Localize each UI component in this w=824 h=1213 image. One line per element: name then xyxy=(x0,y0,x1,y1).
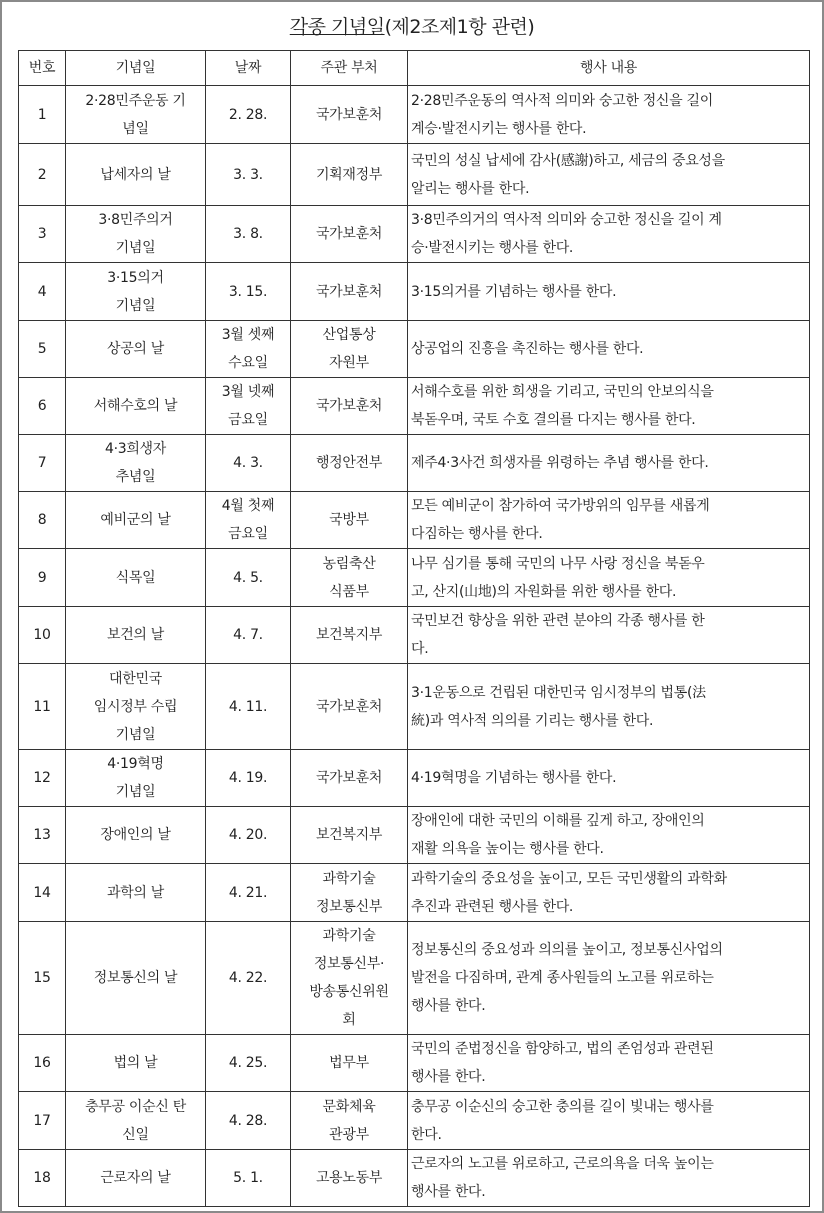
row-number: 8 xyxy=(19,492,66,549)
row-number: 18 xyxy=(19,1150,66,1207)
row-number: 2 xyxy=(19,144,66,206)
table-row xyxy=(19,664,810,750)
row-number: 6 xyxy=(19,378,66,435)
department: 국가보훈처 xyxy=(291,206,408,263)
row-number: 9 xyxy=(19,549,66,607)
event-date: 4. 21. xyxy=(206,864,291,922)
event-date: 2. 28. xyxy=(206,86,291,144)
commemoration-day-name: 식목일 xyxy=(66,549,206,607)
event-date: 3. 15. xyxy=(206,263,291,321)
commemoration-day-name: 3·8민주의거 기념일 xyxy=(66,206,206,263)
commemoration-day-name: 상공의 날 xyxy=(66,321,206,378)
table-row xyxy=(19,922,810,1035)
event-date: 3월 넷째 금요일 xyxy=(206,378,291,435)
commemoration-day-name: 예비군의 날 xyxy=(66,492,206,549)
event-date: 4월 첫째 금요일 xyxy=(206,492,291,549)
department: 국가보훈처 xyxy=(291,664,408,750)
event-content: 국민보건 향상을 위한 관련 분야의 각종 행사를 한 다. xyxy=(408,607,810,664)
table-row xyxy=(19,206,810,263)
event-date: 4. 28. xyxy=(206,1092,291,1150)
department: 과학기술 정보통신부· 방송통신위원 회 xyxy=(291,922,408,1035)
event-content: 제주4·3사건 희생자를 위령하는 추념 행사를 한다. xyxy=(408,435,810,492)
event-date: 4. 5. xyxy=(206,549,291,607)
event-date: 3. 8. xyxy=(206,206,291,263)
commemoration-day-name: 4·3희생자 추념일 xyxy=(66,435,206,492)
event-date: 4. 7. xyxy=(206,607,291,664)
department: 과학기술 정보통신부 xyxy=(291,864,408,922)
table-header-row xyxy=(19,51,810,86)
event-content: 서해수호를 위한 희생을 기리고, 국민의 안보의식을 북돋우며, 국토 수호 결의를 다지는 행사를 한다. xyxy=(408,378,810,435)
table-row xyxy=(19,435,810,492)
event-content: 국민의 성실 납세에 감사(感謝)하고, 세금의 중요성을 알리는 행사를 한다. xyxy=(408,144,810,206)
event-content: 3·1운동으로 건립된 대한민국 임시정부의 법통(法 統)과 역사적 의의를 기리는 행사를 한다. xyxy=(408,664,810,750)
table-body xyxy=(19,86,810,1207)
event-content: 모든 예비군이 참가하여 국가방위의 임무를 새롭게 다짐하는 행사를 한다. xyxy=(408,492,810,549)
table-row xyxy=(19,750,810,807)
department: 행정안전부 xyxy=(291,435,408,492)
table-row xyxy=(19,1092,810,1150)
table-row xyxy=(19,607,810,664)
commemoration-day-name: 3·15의거 기념일 xyxy=(66,263,206,321)
row-number: 17 xyxy=(19,1092,66,1150)
row-number: 7 xyxy=(19,435,66,492)
event-content: 상공업의 진흥을 촉진하는 행사를 한다. xyxy=(408,321,810,378)
header-date: 날짜 xyxy=(206,51,291,86)
event-date: 3. 3. xyxy=(206,144,291,206)
row-number: 11 xyxy=(19,664,66,750)
row-number: 1 xyxy=(19,86,66,144)
event-date: 4. 11. xyxy=(206,664,291,750)
event-date: 4. 3. xyxy=(206,435,291,492)
department: 기획재정부 xyxy=(291,144,408,206)
commemoration-day-name: 법의 날 xyxy=(66,1035,206,1092)
commemoration-day-name: 과학의 날 xyxy=(66,864,206,922)
header-department: 주관 부처 xyxy=(291,51,408,86)
event-date: 5. 1. xyxy=(206,1150,291,1207)
department: 고용노동부 xyxy=(291,1150,408,1207)
department: 국방부 xyxy=(291,492,408,549)
table-row xyxy=(19,807,810,864)
commemoration-day-name: 충무공 이순신 탄 신일 xyxy=(66,1092,206,1150)
table-row xyxy=(19,549,810,607)
event-content: 2·28민주운동의 역사적 의미와 숭고한 정신을 길이 계승·발전시키는 행사를 한다. xyxy=(408,86,810,144)
department: 보건복지부 xyxy=(291,807,408,864)
department: 국가보훈처 xyxy=(291,750,408,807)
event-content: 과학기술의 중요성을 높이고, 모든 국민생활의 과학화 추진과 관련된 행사를 한다. xyxy=(408,864,810,922)
row-number: 13 xyxy=(19,807,66,864)
row-number: 4 xyxy=(19,263,66,321)
event-date: 4. 25. xyxy=(206,1035,291,1092)
event-content: 4·19혁명을 기념하는 행사를 한다. xyxy=(408,750,810,807)
header-commemoration-day: 기념일 xyxy=(66,51,206,86)
row-number: 12 xyxy=(19,750,66,807)
department: 농림축산 식품부 xyxy=(291,549,408,607)
header-event-content: 행사 내용 xyxy=(408,51,810,86)
event-content: 장애인에 대한 국민의 이해를 깊게 하고, 장애인의 재활 의욕을 높이는 행사를 한다. xyxy=(408,807,810,864)
table-row xyxy=(19,144,810,206)
event-content: 국민의 준법정신을 함양하고, 법의 존엄성과 관련된 행사를 한다. xyxy=(408,1035,810,1092)
row-number: 14 xyxy=(19,864,66,922)
event-content: 정보통신의 중요성과 의의를 높이고, 정보통신사업의 발전을 다짐하며, 관계 종사원들의 노고를 위로하는 행사를 한다. xyxy=(408,922,810,1035)
department: 문화체육 관광부 xyxy=(291,1092,408,1150)
table-row xyxy=(19,1035,810,1092)
table-row xyxy=(19,86,810,144)
row-number: 5 xyxy=(19,321,66,378)
department: 산업통상 자원부 xyxy=(291,321,408,378)
commemoration-day-name: 보건의 날 xyxy=(66,607,206,664)
commemoration-day-name: 4·19혁명 기념일 xyxy=(66,750,206,807)
department: 국가보훈처 xyxy=(291,263,408,321)
event-content: 근로자의 노고를 위로하고, 근로의욕을 더욱 높이는 행사를 한다. xyxy=(408,1150,810,1207)
commemoration-days-table xyxy=(18,50,810,1207)
event-date: 3월 셋째 수요일 xyxy=(206,321,291,378)
commemoration-day-name: 납세자의 날 xyxy=(66,144,206,206)
table-row xyxy=(19,492,810,549)
commemoration-day-name: 2·28민주운동 기 념일 xyxy=(66,86,206,144)
commemoration-day-name: 서해수호의 날 xyxy=(66,378,206,435)
commemoration-day-name: 장애인의 날 xyxy=(66,807,206,864)
department: 법무부 xyxy=(291,1035,408,1092)
department: 국가보훈처 xyxy=(291,378,408,435)
row-number: 10 xyxy=(19,607,66,664)
department: 보건복지부 xyxy=(291,607,408,664)
table-row xyxy=(19,378,810,435)
row-number: 16 xyxy=(19,1035,66,1092)
event-content: 3·15의거를 기념하는 행사를 한다. xyxy=(408,263,810,321)
event-date: 4. 20. xyxy=(206,807,291,864)
commemoration-day-name: 근로자의 날 xyxy=(66,1150,206,1207)
event-content: 나무 심기를 통해 국민의 나무 사랑 정신을 북돋우 고, 산지(山地)의 자원화를 위한 행사를 한다. xyxy=(408,549,810,607)
department: 국가보훈처 xyxy=(291,86,408,144)
title-main: 각종 기념일 xyxy=(289,16,385,38)
table-row xyxy=(19,864,810,922)
event-date: 4. 19. xyxy=(206,750,291,807)
commemoration-day-name: 정보통신의 날 xyxy=(66,922,206,1035)
header-number: 번호 xyxy=(19,51,66,86)
table-row xyxy=(19,263,810,321)
document-title xyxy=(0,12,824,39)
commemoration-day-name: 대한민국 임시정부 수립 기념일 xyxy=(66,664,206,750)
row-number: 15 xyxy=(19,922,66,1035)
event-content: 3·8민주의거의 역사적 의미와 숭고한 정신을 길이 계 승·발전시키는 행사를 한다. xyxy=(408,206,810,263)
title-subtitle: (제2조제1항 관련) xyxy=(384,16,535,38)
event-content: 충무공 이순신의 숭고한 충의를 길이 빛내는 행사를 한다. xyxy=(408,1092,810,1150)
row-number: 3 xyxy=(19,206,66,263)
event-date: 4. 22. xyxy=(206,922,291,1035)
table-row xyxy=(19,1150,810,1207)
table-row xyxy=(19,321,810,378)
